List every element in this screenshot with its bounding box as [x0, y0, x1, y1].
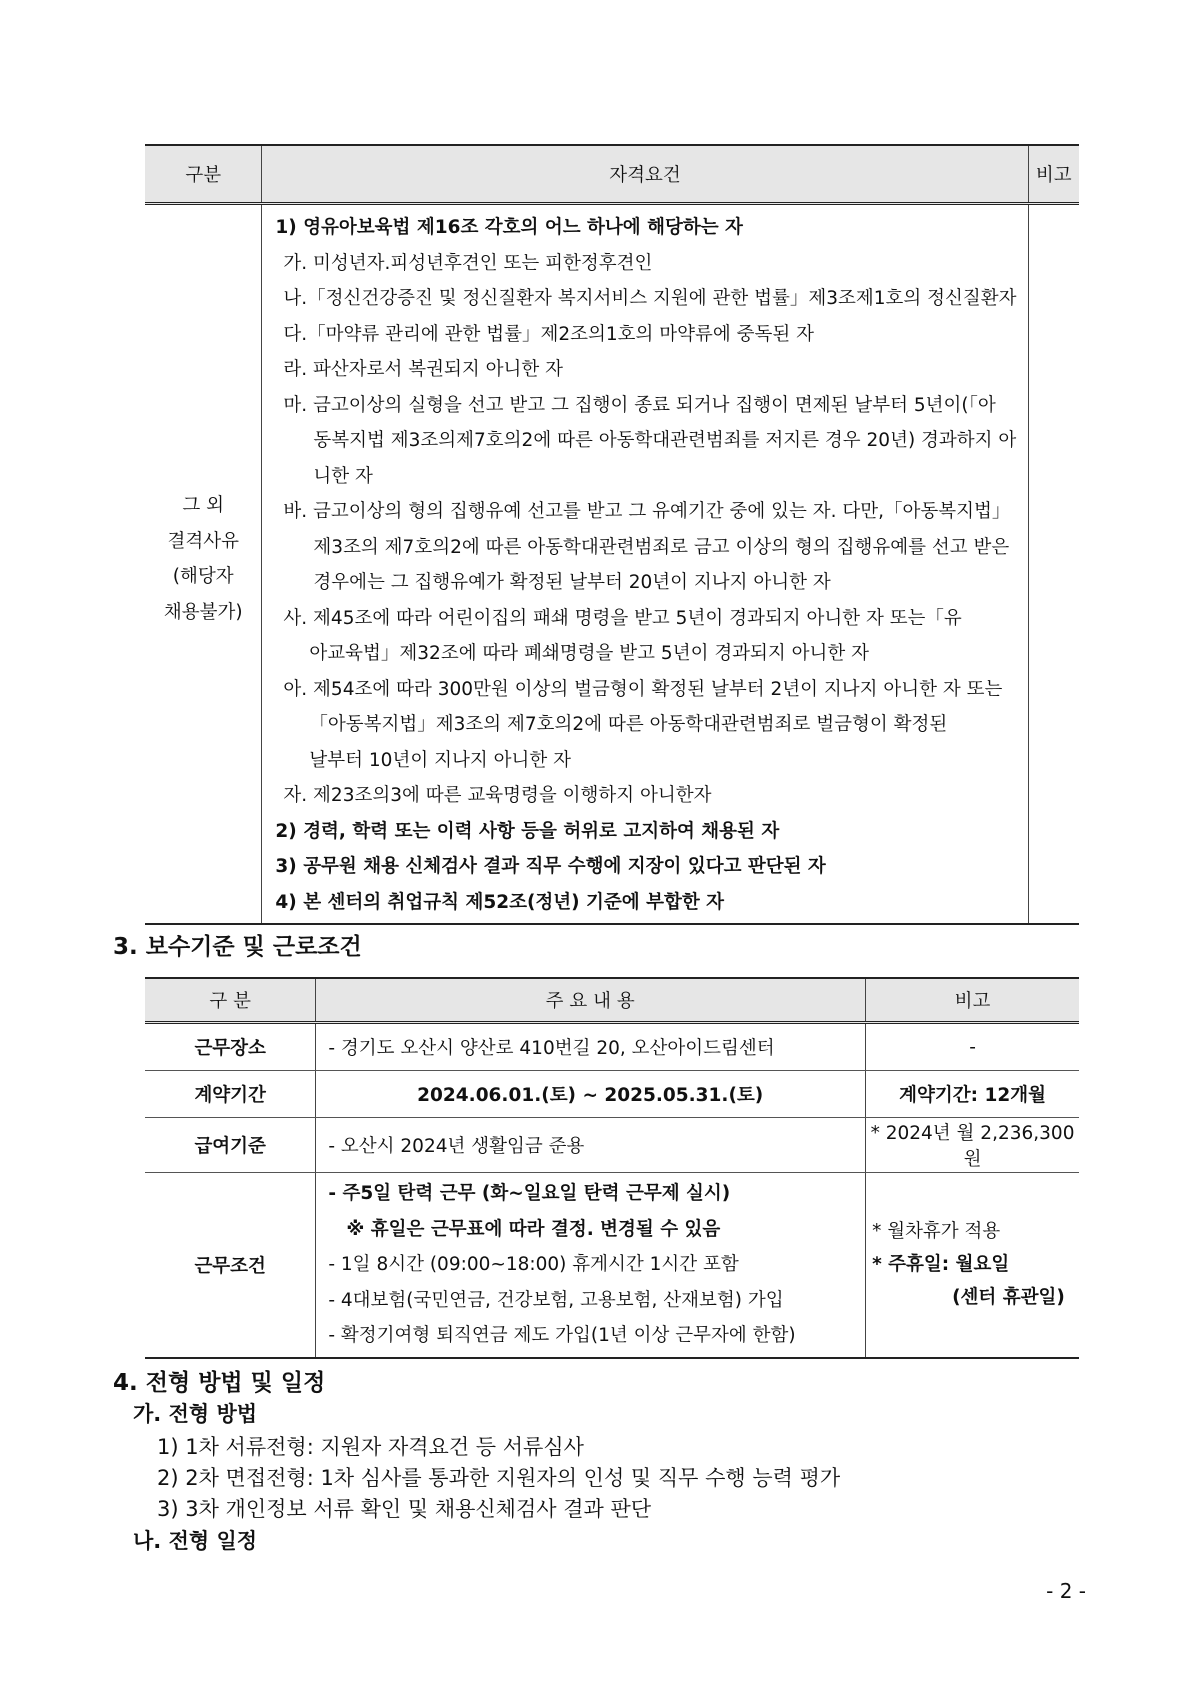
step-1: 1) 1차 서류전형: 지원자 자격요건 등 서류심사 [157, 1435, 584, 1459]
table-header-row [145, 145, 1079, 204]
category-cell [146, 206, 260, 912]
row-remark-location: - [866, 1023, 1079, 1071]
requirement-line: 3) 공무원 채용 신체검사 결과 직무 수행에 지장이 있다고 판단된 자 [275, 856, 826, 877]
requirement-line: 4) 본 센터의 취업규칙 제52조(정년) 기준에 부합한 자 [275, 891, 725, 913]
row-label-work: 근무조건 [145, 1173, 316, 1358]
category-line: 그 외 [182, 495, 225, 516]
row-content-work [316, 1173, 866, 1358]
row-label-contract: 계약기간 [145, 1071, 316, 1118]
requirement-line: 제3조의 제7호의2에 따른 아동학대관련범죄로 금고 이상의 형의 집행유예를 선고 받은 [313, 536, 1010, 558]
table-row [145, 1118, 1079, 1173]
row-label-location: 근무장소 [145, 1023, 316, 1071]
row-label-salary: 급여기준 [145, 1118, 316, 1173]
requirement-line: 1) 영유아보육법 제16조 각호의 어느 하나에 해당하는 자 [275, 217, 743, 238]
category-line: 채용불가) [163, 601, 243, 623]
header-category: 구 분 [145, 978, 316, 1023]
requirements-list [263, 206, 1026, 922]
section-4-title: 4. 전형 방법 및 일정 [113, 1370, 326, 1396]
requirement-line: 경우에는 그 집행유예가 확정된 날부터 20년이 지나지 아니한 자 [313, 572, 831, 593]
row-content-location: - 경기도 오산시 양산로 410번길 20, 오산아이드림센터 [316, 1023, 866, 1071]
table-row [145, 204, 1079, 925]
requirement-line: 아교육법」제32조에 따라 폐쇄명령을 받고 5년이 경과되지 아니한 자 [309, 643, 870, 664]
step-2: 2) 2차 면접전형: 1차 심사를 통과한 지원자의 인성 및 직무 수행 능력 평가 [157, 1466, 841, 1490]
work-line: - 주5일 탄력 근무 (화~일요일 탄력 근무제 실시) [328, 1183, 731, 1204]
page-number: - 2 - [1046, 1579, 1086, 1603]
category-line: 결격사유 [167, 530, 239, 552]
step-3: 3) 3차 개인정보 서류 확인 및 채용신체검사 결과 판단 [157, 1497, 652, 1521]
requirement-line: 가. 미성년자.피성년후견인 또는 피한정후견인 [283, 252, 653, 274]
row-content-contract: 2024.06.01.(토) ~ 2025.05.31.(토) [316, 1071, 866, 1118]
requirement-line: 다.「마약류 관리에 관한 법률」제2조의1호의 마약류에 중독된 자 [283, 323, 815, 345]
table-header-row [145, 978, 1079, 1023]
requirement-line: 동복지법 제3조의제7호의2에 따른 아동학대관련범죄를 저지른 경우 20년) 경과하지 아 [313, 430, 1017, 451]
requirement-line: 마. 금고이상의 실형을 선고 받고 그 집행이 종료 되거나 집행이 면제된 날부터 5년이(「아 [283, 394, 996, 416]
section-3-title: 3. 보수기준 및 근로조건 [113, 934, 362, 960]
remarks-cell [1028, 204, 1079, 925]
requirement-line: 바. 금고이상의 형의 집행유예 선고를 받고 그 유예기간 중에 있는 자. 다만,「아동복지법」 [283, 501, 1011, 522]
category-line: (해당자 [172, 566, 234, 587]
requirement-line: 날부터 10년이 지나지 아니한 자 [309, 749, 571, 771]
header-requirements: 자격요건 [262, 145, 1028, 204]
header-remarks: 비고 [866, 978, 1079, 1023]
work-remark: * 주휴일: 월요일 [872, 1254, 1010, 1276]
row-remark-work [866, 1173, 1079, 1358]
requirement-line: 아. 제54조에 따라 300만원 이상의 벌금형이 확정된 날부터 2년이 지나지 아니한 자 또는 [283, 678, 1003, 700]
section-4a-title: 가. 전형 방법 [133, 1402, 258, 1426]
work-line: - 1일 8시간 (09:00~18:00) 휴게시간 1시간 포함 [328, 1254, 739, 1275]
work-remark: * 월차휴가 적용 [872, 1221, 1001, 1243]
disqualification-table [145, 144, 1079, 925]
work-remark: (센터 휴관일) [952, 1287, 1065, 1309]
header-remarks: 비고 [1028, 145, 1079, 204]
table-row [145, 1023, 1079, 1071]
requirement-line: 라. 파산자로서 복권되지 아니한 자 [283, 359, 564, 380]
header-content: 주 요 내 용 [316, 978, 866, 1023]
requirement-line: 「아동복지법」제3조의 제7호의2에 따른 아동학대관련범죄로 벌금형이 확정된 [309, 714, 948, 735]
requirement-line: 2) 경력, 학력 또는 이력 사항 등을 허위로 고지하여 채용된 자 [275, 820, 780, 842]
table-row [145, 1173, 1079, 1358]
row-content-salary: - 오산시 2024년 생활임금 준용 [316, 1118, 866, 1173]
table-row [145, 1071, 1079, 1118]
section-4b-title: 나. 전형 일정 [133, 1529, 258, 1553]
requirement-line: 니한 자 [313, 465, 373, 487]
requirement-line: 자. 제23조의3에 따른 교육명령을 이행하지 아니한자 [283, 785, 712, 806]
work-line: - 4대보험(국민연금, 건강보험, 고용보험, 산재보험) 가입 [328, 1289, 784, 1311]
work-line: - 확정기여형 퇴직연금 제도 가입(1년 이상 근무자에 한함) [328, 1325, 796, 1346]
header-category: 구분 [145, 145, 262, 204]
work-line: ※ 휴일은 근무표에 따라 결정. 변경될 수 있음 [346, 1218, 721, 1240]
row-remark-salary: * 2024년 월 2,236,300원 [866, 1118, 1079, 1173]
row-remark-contract: 계약기간: 12개월 [866, 1071, 1079, 1118]
working-conditions-table [145, 977, 1079, 1359]
requirement-line: 사. 제45조에 따라 어린이집의 패쇄 명령을 받고 5년이 경과되지 아니한 자 또는「유 [283, 607, 962, 629]
requirement-line: 나.「정신건강증진 및 정신질환자 복지서비스 지원에 관한 법률」제3조제1호의 정신질환자 [283, 288, 1017, 309]
